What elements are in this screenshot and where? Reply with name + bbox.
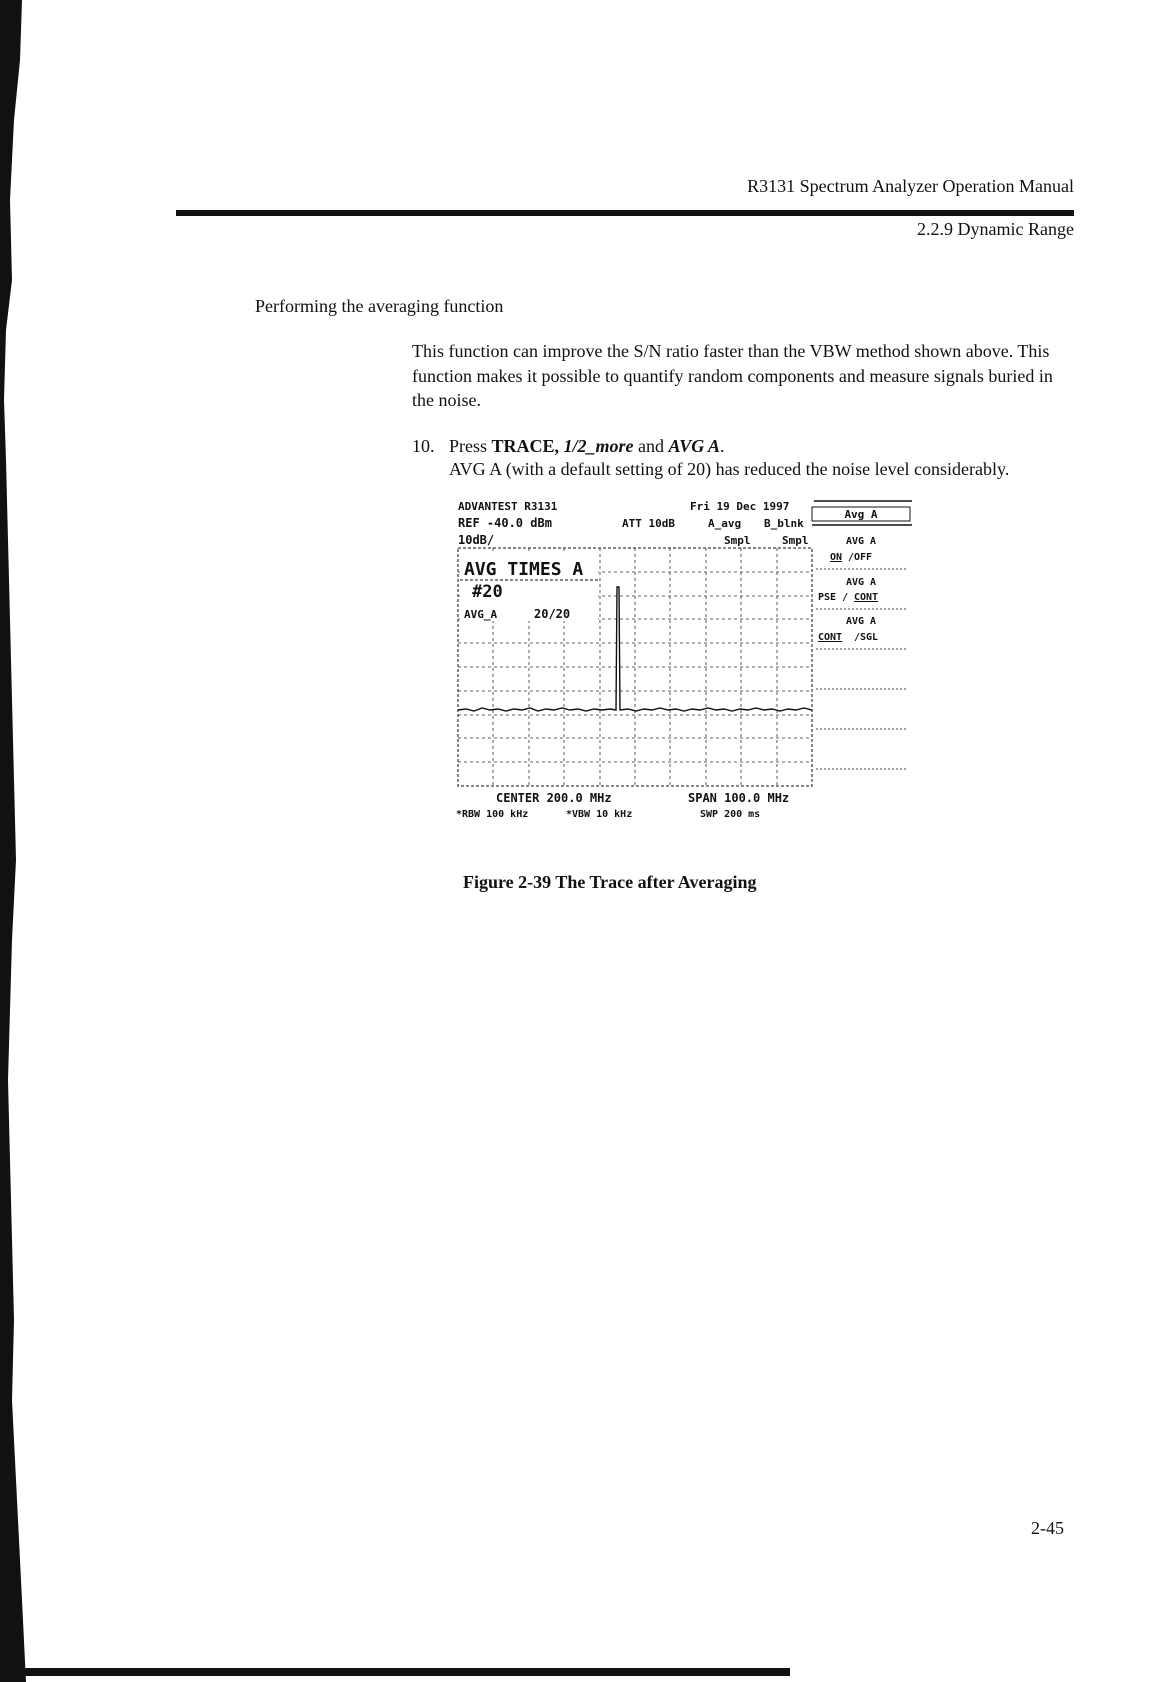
rbw: *RBW 100 kHz <box>456 809 529 820</box>
header-rule <box>176 210 1074 216</box>
softkey3-title: AVG A <box>845 616 877 627</box>
softkey3-sgl: /SGL <box>854 632 879 643</box>
figure-caption: Figure 2-39 The Trace after Averaging <box>463 872 757 892</box>
date-label: Fri 19 Dec 1997 <box>690 500 790 513</box>
ref-level: REF -40.0 dBm <box>458 516 552 530</box>
softkey-avg-cont-sgl[interactable] <box>816 616 908 649</box>
key-trace: TRACE, <box>491 436 560 456</box>
vbw: *VBW 10 kHz <box>566 809 633 820</box>
scan-bottom-edge <box>0 1668 790 1676</box>
sweep-time: SWP 200 ms <box>700 809 761 820</box>
body-paragraph: This function can improve the S/N ratio faster than the VBW method shown above. This function makes it possible to quantify random components and measure signals buried in the noise. <box>412 341 1053 410</box>
softkey2-cont: CONT <box>854 592 879 603</box>
softkey2-title: AVG A <box>845 577 877 588</box>
softkey1-title: AVG A <box>845 536 877 547</box>
span: SPAN 100.0 MHz <box>688 791 790 805</box>
step-and-word: and <box>638 436 665 456</box>
softkey-empty-slots <box>816 689 908 769</box>
page-number: 2-45 <box>1031 1518 1064 1538</box>
subheading: Performing the averaging function <box>255 296 504 316</box>
sample-b: Smpl <box>782 534 809 547</box>
avg-times-label: AVG TIMES A <box>464 559 584 580</box>
key-half-more: 1/2_more <box>563 436 634 456</box>
step-press-word: Press <box>449 436 488 456</box>
analyzer-display <box>452 497 914 837</box>
softkey1-off: /OFF <box>848 552 873 563</box>
softkey1-on: ON <box>830 552 843 563</box>
step-result: AVG A (with a default setting of 20) has reduced the noise level considerably. <box>449 459 1010 479</box>
softkey3-cont: CONT <box>818 632 843 643</box>
softkey-avg-pse-cont[interactable] <box>816 577 908 609</box>
analyzer-screen <box>452 497 914 837</box>
avg-count-label: AVG_A <box>464 608 498 621</box>
section-reference: 2.2.9 Dynamic Range <box>917 219 1074 239</box>
avg-progress: 20/20 <box>534 607 571 621</box>
center-frequency: CENTER 200.0 MHz <box>496 791 612 805</box>
attenuation: ATT 10dB <box>622 517 675 530</box>
step-number: 10. <box>412 436 435 456</box>
step-period: . <box>720 436 725 456</box>
avg-times-value: #20 <box>472 582 503 602</box>
sample-a: Smpl <box>724 534 751 547</box>
step-instruction <box>449 434 1089 458</box>
softkey-avg-on-off[interactable] <box>816 536 908 569</box>
softkey2-pse: PSE / <box>818 592 849 603</box>
brand-label: ADVANTEST R3131 <box>458 500 558 513</box>
softkey-panel <box>812 501 912 525</box>
trace-a-mode: A_avg <box>708 517 742 530</box>
running-title: R3131 Spectrum Analyzer Operation Manual <box>747 176 1074 196</box>
scan-edge <box>0 0 30 1682</box>
key-avg-a: AVG A <box>668 436 721 456</box>
trace-b-mode: B_blnk <box>764 517 804 530</box>
scale-label: 10dB/ <box>458 533 495 547</box>
softkey-menu-title: Avg A <box>844 508 878 521</box>
